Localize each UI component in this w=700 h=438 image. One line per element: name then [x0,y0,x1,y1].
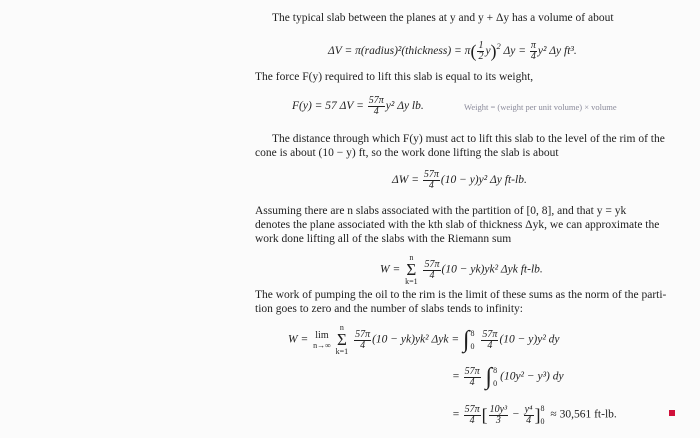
fraction-sum: $\frac{57\pi}{4}$ [424,258,440,281]
fraction-step3: $\frac{57\pi}{4}$ [464,403,480,426]
paragraph-riemann-line2: denotes the plane associated with the kth slab of thickness Δyk, we can approximate the [255,219,660,231]
end-of-example-marker [669,410,675,416]
paragraph-riemann-line3: work done lifting all of the slabs with the Riemann sum [255,233,512,245]
equation-work-slab: ΔW = $\frac{57\pi}{4}$ (10 − y)y² Δy ft-lb. [392,169,527,191]
equation-force: F(y) = 57 ΔV = $\frac{57\pi}{4}$ y² Δy lb. [292,95,424,117]
fraction-one-half: $\frac{1}{2}$ [478,39,484,62]
paragraph-limit-line2: tion goes to zero and the number of slabs tends to infinity: [255,303,523,315]
fraction-pi-over-4: $\frac{\pi}{4}$ [530,39,536,62]
paragraph-distance-line2: cone is about (10 − y) ft, so the work done lifting the slab is about [255,147,559,159]
fraction-57pi-over-4: $\frac{57\pi}{4}$ [368,95,384,117]
equation-volume: ΔV = π(radius)²(thickness) = π( $\frac{1}{2}$ y)$^2$ Δy = $\frac{\pi}{4}$ y² Δy ft³. [328,39,577,62]
limit-symbol: lim n→∞ [313,330,331,350]
integral-symbol-step2: ∫ [485,364,493,390]
integral-limits-step2: 8 0 [493,366,498,388]
fraction-10y3-over-3: $\frac{\text{10y³}}{3}$ [489,403,508,426]
integral-symbol: ∫ [462,327,470,353]
summation-symbol: n Σ k=1 [405,253,418,286]
integral-limits: 8 0 [470,329,475,351]
paragraph-slab-volume: The typical slab between the planes at y and y + Δy has a volume of about [272,12,614,24]
paragraph-force: The force F(y) required to lift this slab is equal to its weight, [255,71,534,83]
fraction-step2: $\frac{57\pi}{4}$ [464,365,480,388]
evaluation-limits: 8 0 [540,404,545,426]
fraction-limit: $\frac{57\pi}{4}$ [355,328,371,351]
fraction-integral: $\frac{57\pi}{4}$ [482,328,498,351]
equation-riemann-sum: W = n Σ k=1 $\frac{57\pi}{4}$ (10 − yk)yk² Δyk ft-lb. [380,253,543,286]
fraction-y4-over-4: $\frac{\text{y⁴}}{4}$ [524,403,533,426]
equation-step-2: = $\frac{57\pi}{4}$ ∫ 8 0 (10y² − y³) dy [452,364,564,390]
paragraph-limit-line1: The work of pumping the oil to the rim is the limit of these sums as the norm of the parti- [255,289,667,301]
limit-summation-symbol: n Σ k=1 [335,323,349,356]
equation-limit-integral: W = lim n→∞ n Σ k=1 $\frac{57\pi}{4}$ (10 − yk)yk² Δyk = ∫ 8 0 $\frac{57\pi}{4}$ (10 − y)y² dy [288,323,560,356]
paragraph-riemann-line1: Assuming there are n slabs associated with the partition of [0, 8], and that y = yk [255,205,627,217]
weight-note: Weight = (weight per unit volume) × volume [464,102,617,112]
paragraph-distance-line1: The distance through which F(y) must act to lift this slab to the level of the rim of the [272,133,665,145]
equation-step-3: = $\frac{57\pi}{4}$ [ $\frac{\text{10y³}}{3}$ − $\frac{\text{y⁴}}{4}$ ] 8 0 ≈ 30,561 ft-lb. [452,403,617,426]
fraction-work: $\frac{57\pi}{4}$ [423,169,439,191]
